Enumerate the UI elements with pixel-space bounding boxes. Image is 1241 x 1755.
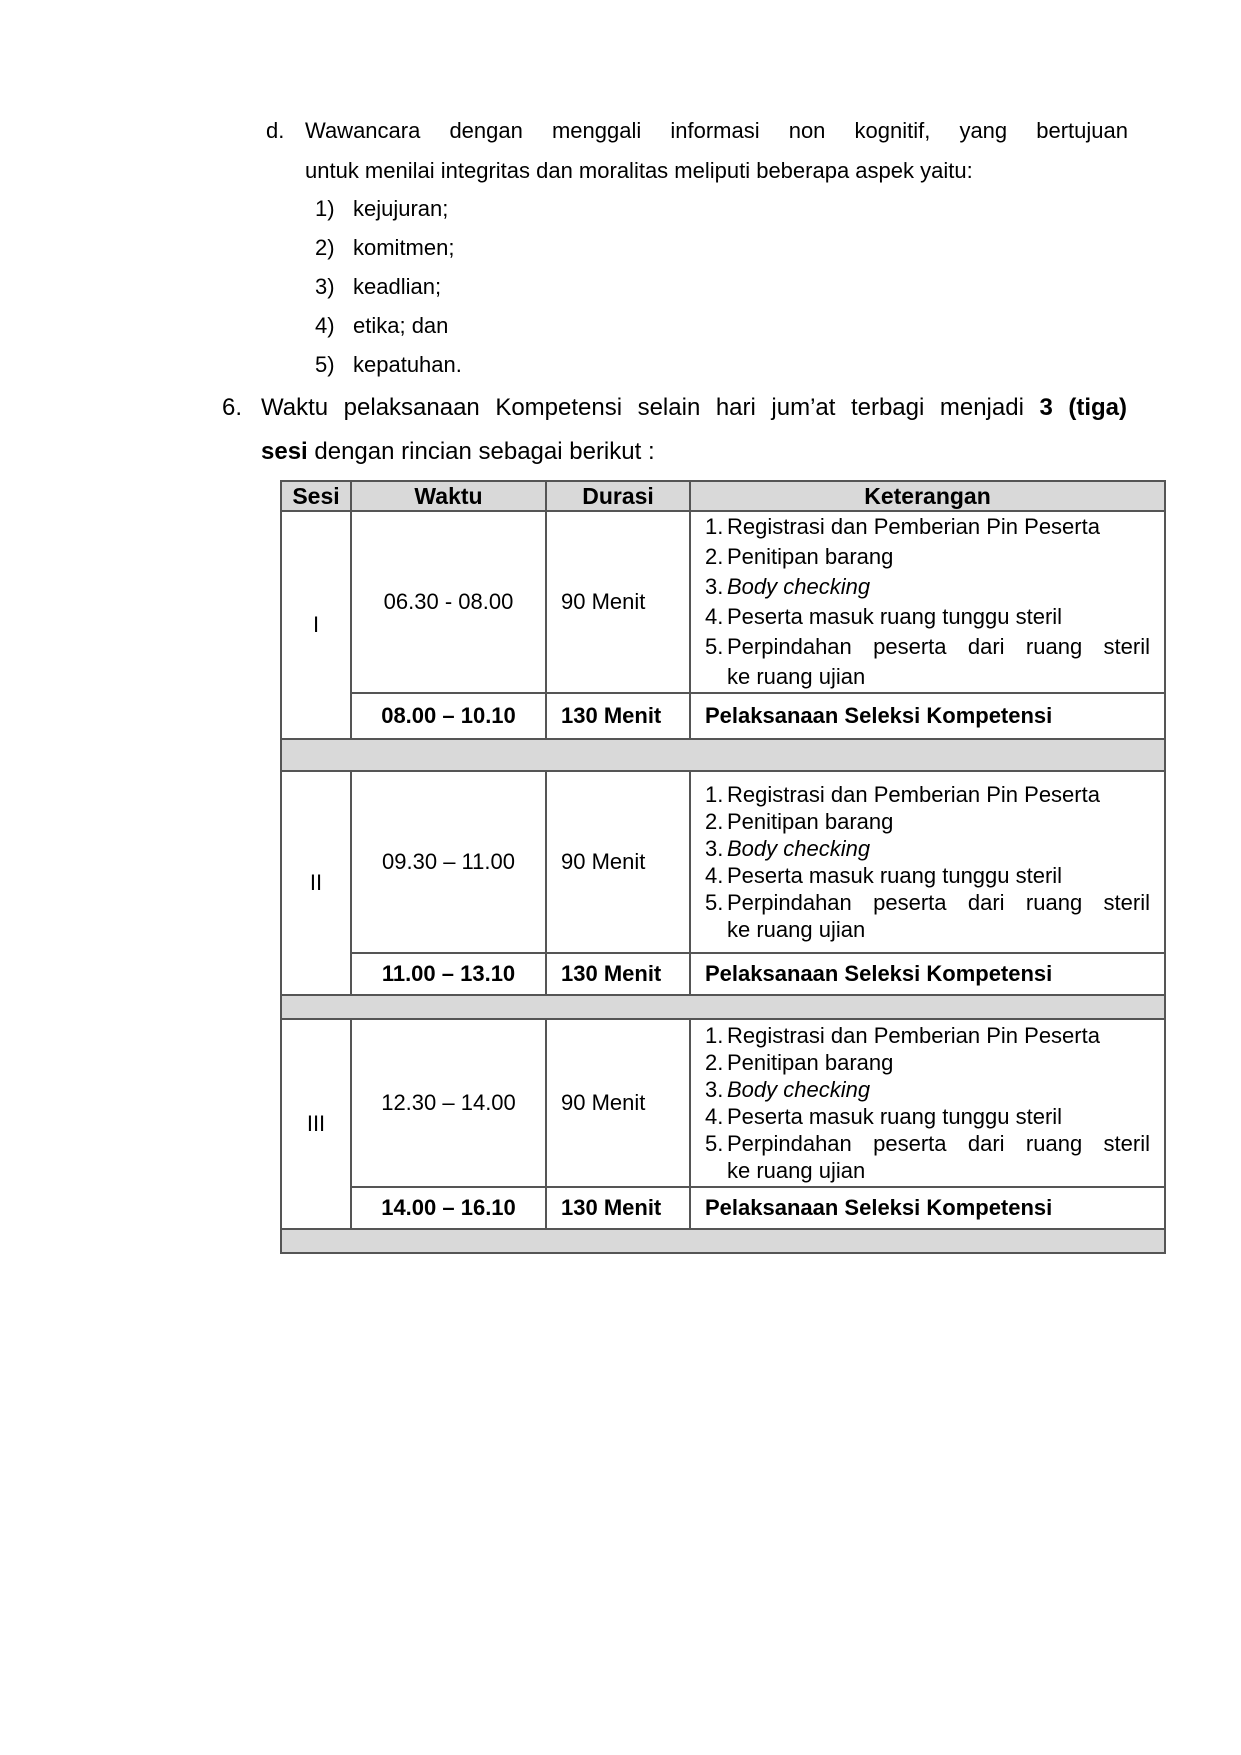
list-item: 4. Peserta masuk ruang tunggu steril [705, 863, 1063, 888]
separator-row [281, 1229, 1165, 1253]
list-item: ke ruang ujian [727, 1158, 866, 1183]
time-cell: 14.00 – 16.10 [351, 1187, 546, 1229]
session-label: II [281, 771, 351, 995]
separator-row [281, 739, 1165, 771]
time-cell: 11.00 – 13.10 [351, 953, 546, 995]
time-cell: 06.30 - 08.00 [351, 511, 546, 693]
duration-cell: 130 Menit [546, 953, 690, 995]
item-d-line-2: untuk menilai integritas dan moralitas meliputi beberapa aspek yaitu: [305, 158, 973, 183]
notes-list [691, 781, 1164, 943]
notes-cell [690, 511, 1165, 693]
table-row [281, 1187, 1165, 1229]
notes-list [691, 512, 1164, 692]
list-item: 5. Perpindahan peserta dari ruang steril [705, 1131, 1150, 1156]
duration-cell: 130 Menit [546, 693, 690, 739]
list-item: 1. Registrasi dan Pemberian Pin Peserta [705, 514, 1100, 539]
table-row [281, 511, 1165, 693]
notes-cell [690, 1019, 1165, 1187]
list-item: 4) etika; dan [315, 313, 449, 338]
list-item: 2. Penitipan barang [705, 809, 894, 834]
item-6-line-2: sesi dengan rincian sebagai berikut : [261, 438, 655, 465]
table-row [281, 693, 1165, 739]
duration-cell: 90 Menit [546, 1019, 690, 1187]
time-cell: 12.30 – 14.00 [351, 1019, 546, 1187]
header-durasi: Durasi [546, 481, 690, 511]
header-waktu: Waktu [351, 481, 546, 511]
header-sesi: Sesi [281, 481, 351, 511]
list-item: 4. Peserta masuk ruang tunggu steril [705, 604, 1063, 629]
notes-cell [690, 771, 1165, 953]
list-item: 3. Body checking [705, 574, 871, 599]
table-row [281, 771, 1165, 953]
list-item: 5. Perpindahan peserta dari ruang steril [705, 634, 1150, 659]
schedule-table [280, 480, 1166, 1254]
list-item: 5. Perpindahan peserta dari ruang steril [705, 890, 1150, 915]
notes-cell: Pelaksanaan Seleksi Kompetensi [690, 953, 1165, 995]
notes-cell: Pelaksanaan Seleksi Kompetensi [690, 693, 1165, 739]
time-cell: 09.30 – 11.00 [351, 771, 546, 953]
duration-cell: 90 Menit [546, 771, 690, 953]
list-item: 2. Penitipan barang [705, 1050, 894, 1075]
list-item: 1) kejujuran; [315, 196, 449, 221]
list-item: 2. Penitipan barang [705, 544, 894, 569]
item-6-line-1: Waktu pelaksanaan Kompetensi selain hari jum’at terbagi menjadi 3 (tiga) [261, 394, 1128, 421]
list-item: 3. Body checking [705, 836, 871, 861]
time-cell: 08.00 – 10.10 [351, 693, 546, 739]
list-item: ke ruang ujian [727, 664, 866, 689]
list-item: 4. Peserta masuk ruang tunggu steril [705, 1104, 1063, 1129]
header-keterangan: Keterangan [690, 481, 1165, 511]
list-item: 3) keadlian; [315, 274, 442, 299]
list-item: 5) kepatuhan. [315, 352, 462, 377]
list-item: 3. Body checking [705, 1077, 871, 1102]
list-item: 1. Registrasi dan Pemberian Pin Peserta [705, 1023, 1100, 1048]
separator-row [281, 995, 1165, 1019]
list-marker: d. [266, 118, 285, 143]
list-item: ke ruang ujian [727, 917, 866, 942]
duration-cell: 90 Menit [546, 511, 690, 693]
notes-list [691, 1022, 1164, 1184]
session-label: III [281, 1019, 351, 1229]
table-header-row [281, 481, 1165, 511]
table-row [281, 953, 1165, 995]
list-item: 2) komitmen; [315, 235, 455, 260]
table-row [281, 1019, 1165, 1187]
notes-cell: Pelaksanaan Seleksi Kompetensi [690, 1187, 1165, 1229]
list-marker: 6. [222, 394, 243, 421]
item-d-line-1: Wawancara dengan menggali informasi non kognitif, yang bertujuan [305, 118, 1128, 143]
duration-cell: 130 Menit [546, 1187, 690, 1229]
session-label: I [281, 511, 351, 739]
list-item: 1. Registrasi dan Pemberian Pin Peserta [705, 782, 1100, 807]
